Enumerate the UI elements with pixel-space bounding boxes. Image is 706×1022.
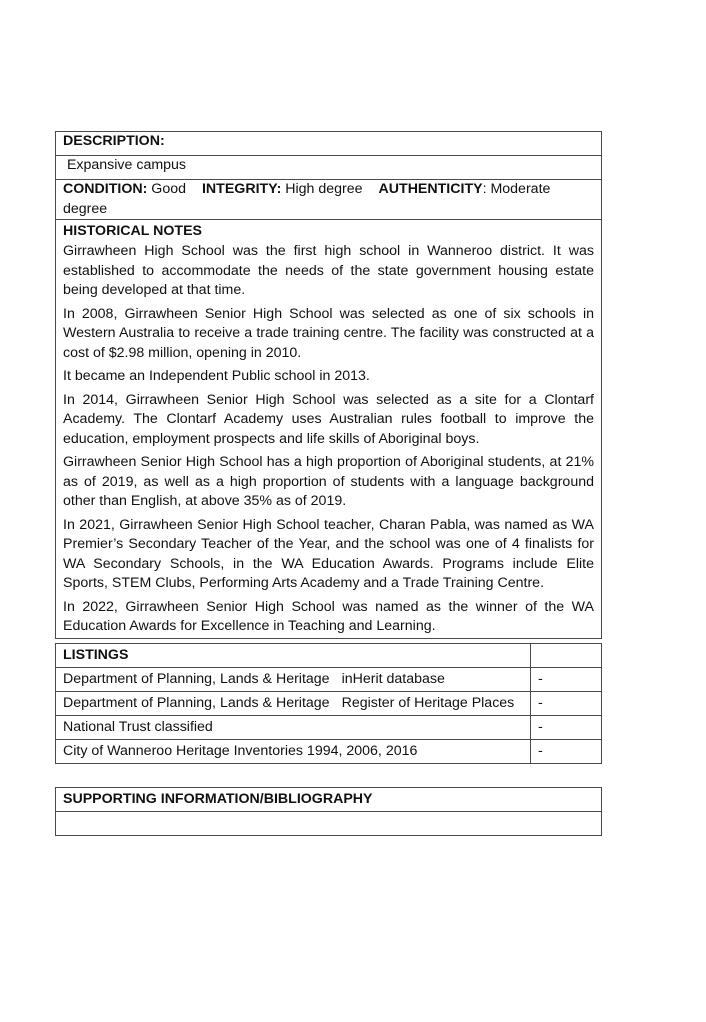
notes-paragraph: In 2008, Girrawheen Senior High School was selected as one of six schools in Western Australia to receive a trade training centre. The facility was constructed at a cost of $2.98 million, opening in 2010.	[63, 305, 594, 361]
listing-row	[56, 740, 602, 764]
notes-paragraph: In 2021, Girrawheen Senior High School teacher, Charan Pabla, was named as WA Premier’s Secondary Teacher of the Year, and the school was one of 4 finalists for WA Secondary Schools, in the WA Education Awards. Programs include Elite Sports, STEM Clubs, Performing Arts Academy and a Trade Training Centre.	[63, 516, 594, 591]
notes-paragraph: In 2022, Girrawheen Senior High School was named as the winner of the WA Education Awards for Excellence in Teaching and Learning.	[63, 598, 594, 634]
listing-value: -	[531, 668, 602, 692]
historical-notes	[56, 220, 602, 639]
condition-value: Good	[151, 181, 187, 197]
listing-detail: Register of Heritage Places	[341, 695, 515, 711]
notes-paragraph: Girrawheen Senior High School has a high proportion of Aboriginal students, at 21% as of 2019, as well as a high proportion of students with a language background other than English, at above 35% as of 2019.	[63, 454, 594, 509]
integrity-label: INTEGRITY:	[201, 181, 282, 197]
listing-row	[56, 668, 602, 692]
authenticity-value: : Moderate degree	[63, 181, 551, 217]
heritage-details-table	[55, 131, 602, 639]
listing-name: National Trust classified	[63, 719, 213, 735]
description-value: Expansive campus	[56, 156, 602, 180]
listing-row	[56, 716, 602, 740]
listing-name: Department of Planning, Lands & Heritage	[63, 695, 330, 711]
integrity-value: High degree	[285, 181, 363, 197]
historical-notes-label: HISTORICAL NOTES	[63, 223, 202, 239]
condition-label: CONDITION:	[63, 181, 148, 197]
assessment-row	[56, 180, 602, 220]
listing-row	[56, 692, 602, 716]
listing-name: City of Wanneroo Heritage Inventories 1994, 2006, 2016	[63, 743, 418, 759]
authenticity-label: AUTHENTICITY	[378, 181, 483, 197]
listing-name: Department of Planning, Lands & Heritage	[63, 671, 330, 687]
bibliography-value	[56, 812, 602, 836]
notes-paragraph: Girrawheen High School was the first high school in Wanneroo district. It was established to accommodate the needs of the state government housing estate being developed at that time.	[63, 243, 594, 298]
listing-value: -	[531, 692, 602, 716]
listing-value: -	[531, 740, 602, 764]
bibliography-table	[55, 787, 602, 836]
bibliography-label: SUPPORTING INFORMATION/BIBLIOGRAPHY	[56, 788, 602, 812]
notes-paragraph: In 2014, Girrawheen Senior High School was selected as a site for a Clontarf Academy. The Clontarf Academy uses Australian rules football to improve the education, employment prospects and life skills of Aboriginal boys.	[63, 391, 594, 447]
listing-detail: inHerit database	[341, 671, 445, 687]
listing-value: -	[531, 716, 602, 740]
notes-paragraph: It became an Independent Public school in 2013.	[63, 368, 370, 384]
listings-table	[55, 643, 602, 764]
listings-label: LISTINGS	[56, 644, 531, 668]
description-label: DESCRIPTION:	[56, 132, 602, 156]
listings-header-value	[531, 644, 602, 668]
